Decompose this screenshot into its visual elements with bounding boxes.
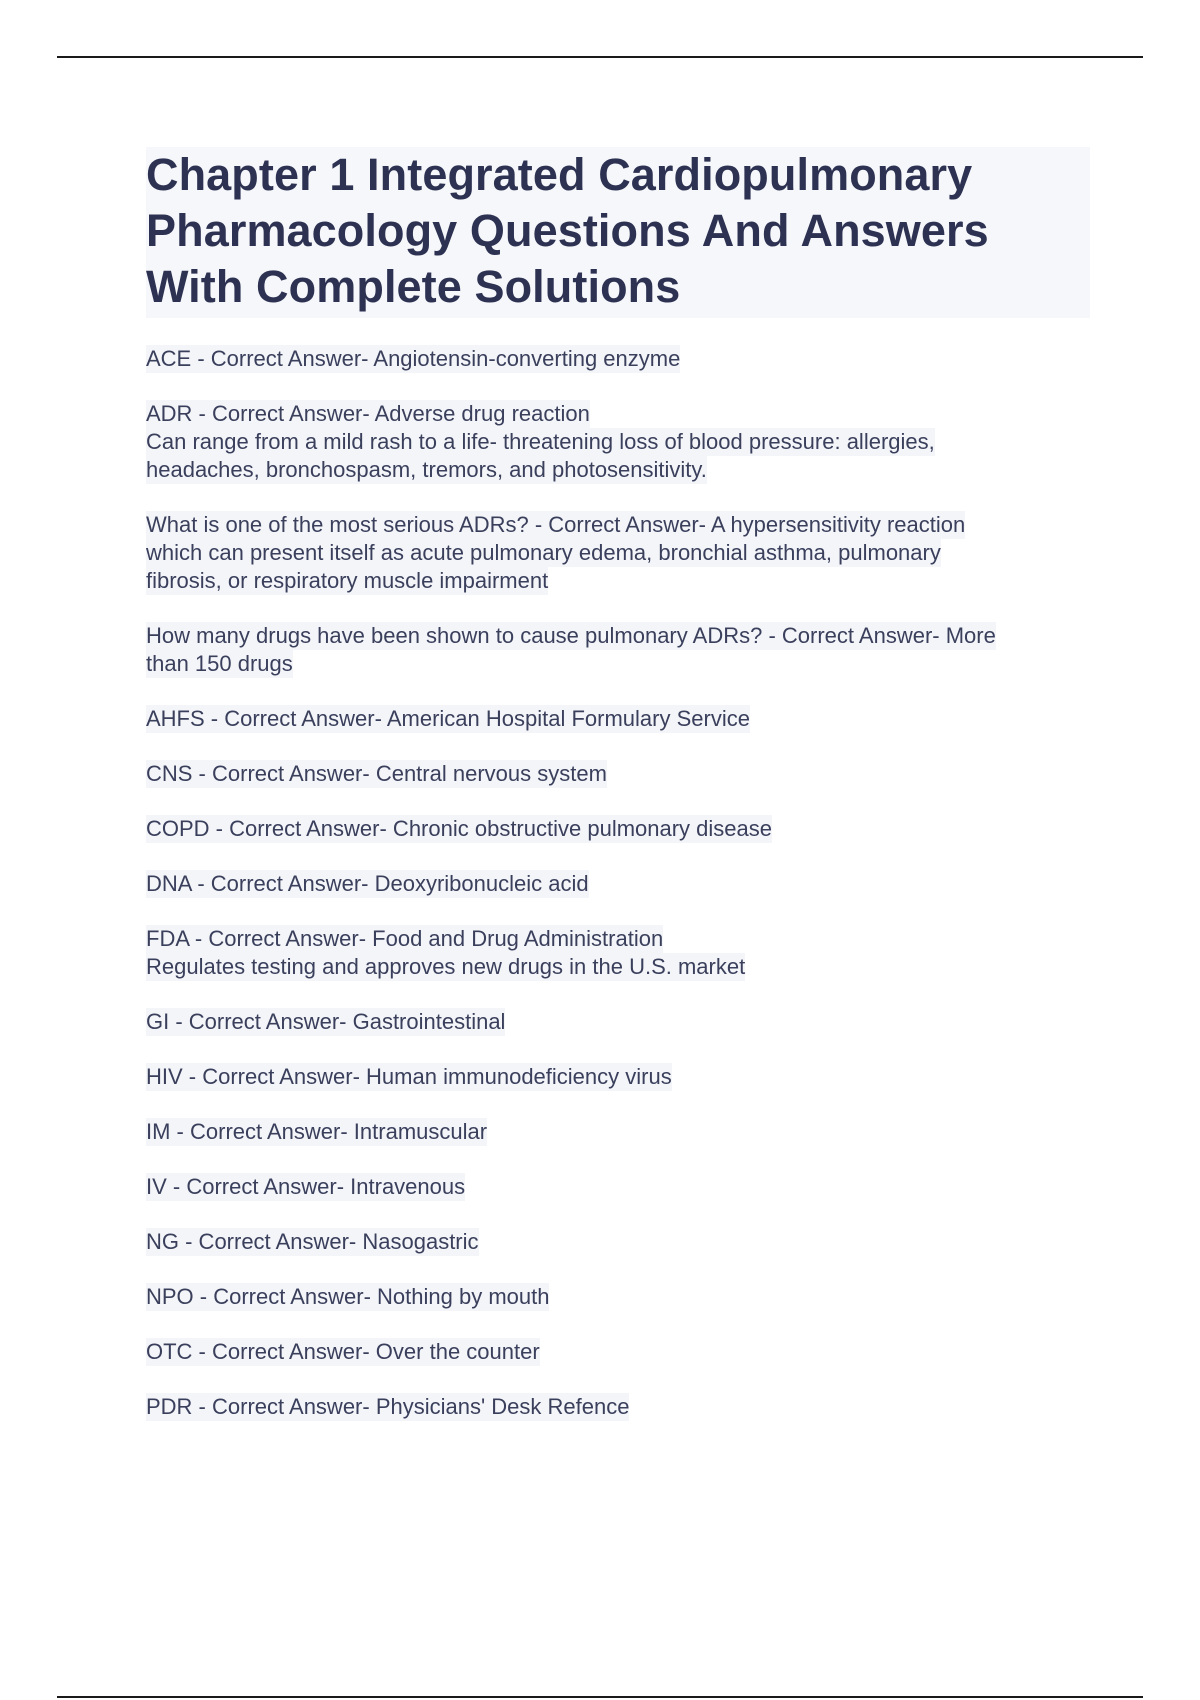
page-content (146, 147, 1090, 1448)
qa-entry-copd (146, 815, 1090, 843)
qa-line: DNA - Correct Answer- Deoxyribonucleic acid (146, 871, 589, 896)
qa-line: than 150 drugs (146, 651, 293, 676)
title-block (146, 147, 1090, 318)
qa-line: HIV - Correct Answer- Human immunodeficiency virus (146, 1064, 672, 1089)
qa-line: Can range from a mild rash to a life- threatening loss of blood pressure: allergies, (146, 429, 935, 454)
qa-entry-pulmonary-adrs (146, 622, 1090, 678)
qa-list (146, 345, 1090, 1421)
qa-line: GI - Correct Answer- Gastrointestinal (146, 1009, 506, 1034)
qa-line: ADR - Correct Answer- Adverse drug reaction (146, 401, 590, 426)
qa-line: headaches, bronchospasm, tremors, and photosensitivity. (146, 457, 707, 482)
bottom-rule (57, 1696, 1143, 1698)
qa-line: IV - Correct Answer- Intravenous (146, 1174, 466, 1199)
qa-entry-dna (146, 870, 1090, 898)
qa-entry-serious-adrs (146, 511, 1090, 595)
page-title: Chapter 1 Integrated Cardiopulmonary Pharmacology Questions And Answers With Complete Solutions (146, 149, 989, 312)
qa-entry-ace (146, 345, 1090, 373)
qa-entry-pdr (146, 1393, 1090, 1421)
qa-entry-iv (146, 1173, 1090, 1201)
qa-line: OTC - Correct Answer- Over the counter (146, 1339, 540, 1364)
qa-entry-adr (146, 400, 1090, 484)
qa-entry-fda (146, 925, 1090, 981)
qa-line: NPO - Correct Answer- Nothing by mouth (146, 1284, 550, 1309)
qa-line: COPD - Correct Answer- Chronic obstructive pulmonary disease (146, 816, 773, 841)
qa-line: fibrosis, or respiratory muscle impairment (146, 568, 549, 593)
qa-line: AHFS - Correct Answer- American Hospital Formulary Service (146, 706, 750, 731)
qa-line: FDA - Correct Answer- Food and Drug Administration (146, 926, 664, 951)
qa-entry-npo (146, 1283, 1090, 1311)
qa-line: CNS - Correct Answer- Central nervous system (146, 761, 607, 786)
qa-entry-ahfs (146, 705, 1090, 733)
qa-entry-hiv (146, 1063, 1090, 1091)
qa-line: Regulates testing and approves new drugs in the U.S. market (146, 954, 746, 979)
qa-line: ACE - Correct Answer- Angiotensin-converting enzyme (146, 346, 681, 371)
qa-entry-gi (146, 1008, 1090, 1036)
qa-entry-ng (146, 1228, 1090, 1256)
qa-line: PDR - Correct Answer- Physicians' Desk Refence (146, 1394, 630, 1419)
qa-line: IM - Correct Answer- Intramuscular (146, 1119, 488, 1144)
qa-entry-otc (146, 1338, 1090, 1366)
qa-line: How many drugs have been shown to cause pulmonary ADRs? - Correct Answer- More (146, 623, 996, 648)
qa-line: which can present itself as acute pulmonary edema, bronchial asthma, pulmonary (146, 540, 941, 565)
qa-entry-cns (146, 760, 1090, 788)
qa-entry-im (146, 1118, 1090, 1146)
qa-line: What is one of the most serious ADRs? - Correct Answer- A hypersensitivity reaction (146, 512, 966, 537)
qa-line: NG - Correct Answer- Nasogastric (146, 1229, 479, 1254)
top-rule (57, 56, 1143, 58)
